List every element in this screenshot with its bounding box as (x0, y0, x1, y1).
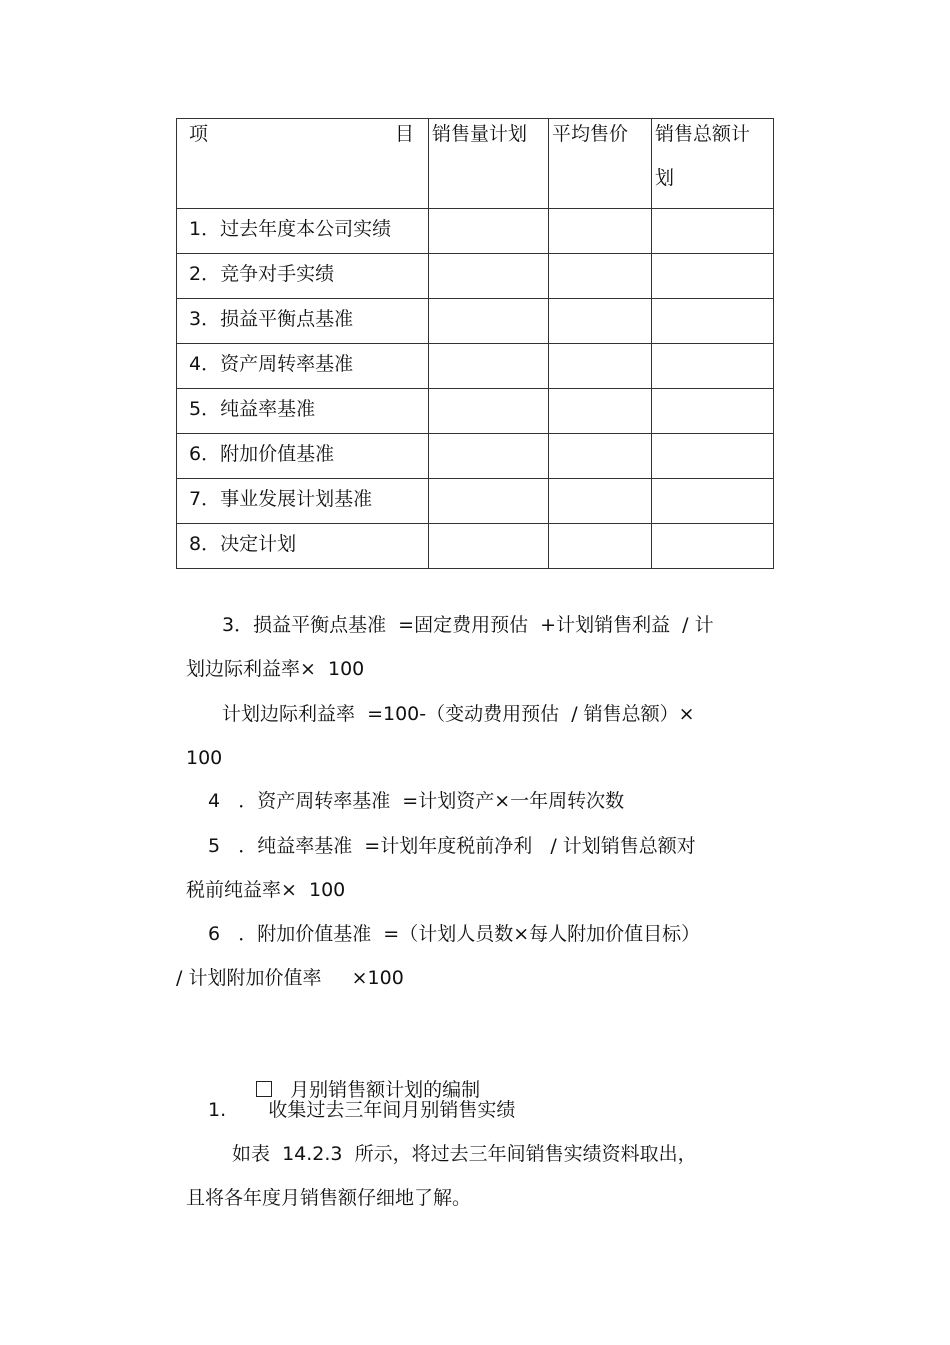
row-label: 5．纯益率基准 (189, 398, 316, 420)
table-row (177, 254, 774, 299)
formula-margin-line2: 100 (186, 747, 223, 769)
table-cell (549, 344, 652, 389)
row-label: 7．事业发展计划基准 (189, 488, 373, 510)
formula-value-added-line1: 6 ．附加价值基准 =（计划人员数×每人附加价值目标） (208, 923, 701, 945)
table-row (177, 209, 774, 254)
formula-margin-line1: 计划边际利益率 =100-（变动费用预估 / 销售总额）× (222, 703, 695, 725)
table-cell (429, 344, 549, 389)
table-row (177, 479, 774, 524)
table-cell (652, 209, 774, 254)
table-row (177, 344, 774, 389)
formula-value-added-line2: / 计划附加价值率 ×100 (176, 967, 404, 989)
table-cell (429, 479, 549, 524)
table-cell (429, 299, 549, 344)
table-cell (429, 434, 549, 479)
table-cell (549, 524, 652, 569)
table-row (177, 389, 774, 434)
table-cell (429, 389, 549, 434)
table-row (177, 434, 774, 479)
formula-breakeven-line1: 3．损益平衡点基准 =固定费用预估 +计划销售利益 / 计 (222, 614, 714, 636)
header-avg-price-cell (549, 119, 652, 209)
table-cell (549, 479, 652, 524)
checkbox-square-icon (256, 1081, 272, 1097)
header-item-right: 目 (394, 123, 414, 145)
table-cell (429, 524, 549, 569)
sales-plan-table (176, 118, 774, 569)
header-item-cell (177, 119, 429, 209)
header-sales-volume: 销售量计划 (432, 123, 528, 145)
table-cell (652, 389, 774, 434)
row-label: 2．竞争对手实绩 (189, 263, 335, 285)
section-title: 月别销售额计划的编制 (290, 1079, 481, 1101)
table-header-row (177, 119, 774, 209)
row-label: 4．资产周转率基准 (189, 353, 354, 375)
formula-asset-turnover: 4 ．资产周转率基准 =计划资产×一年周转次数 (208, 790, 625, 812)
row-label: 6．附加价值基准 (189, 443, 335, 465)
table-cell (549, 299, 652, 344)
table-row (177, 299, 774, 344)
header-total-sales-cell (652, 119, 774, 209)
table-cell (652, 524, 774, 569)
table-cell (652, 344, 774, 389)
header-avg-price: 平均售价 (552, 123, 629, 145)
formula-net-margin-line1: 5 ．纯益率基准 =计划年度税前净利 / 计划销售总额对 (208, 835, 696, 857)
body-paragraph-line1: 如表 14.2.3 所示，将过去三年间销售实绩资料取出， (232, 1143, 697, 1165)
table-cell (652, 434, 774, 479)
formula-breakeven-line2: 划边际利益率× 100 (186, 658, 365, 680)
table-cell (652, 479, 774, 524)
table-cell (429, 209, 549, 254)
header-item-left: 项 (189, 123, 209, 145)
table-cell (652, 254, 774, 299)
step-1: 1. 收集过去三年间月别销售实绩 (208, 1099, 516, 1121)
table-row (177, 524, 774, 569)
table-cell (549, 389, 652, 434)
table-cell (549, 209, 652, 254)
header-total-sales-line2: 划 (655, 167, 675, 189)
body-paragraph-line2: 且将各年度月销售额仔细地了解。 (186, 1187, 472, 1209)
header-total-sales-line1: 销售总额计 (655, 123, 751, 145)
table-cell (549, 254, 652, 299)
row-label: 3．损益平衡点基准 (189, 308, 354, 330)
header-sales-volume-cell (429, 119, 549, 209)
table-cell (549, 434, 652, 479)
row-label: 1．过去年度本公司实绩 (189, 218, 392, 240)
formula-net-margin-line2: 税前纯益率× 100 (186, 879, 346, 901)
table-cell (429, 254, 549, 299)
row-label: 8．决定计划 (189, 533, 297, 555)
table-cell (652, 299, 774, 344)
